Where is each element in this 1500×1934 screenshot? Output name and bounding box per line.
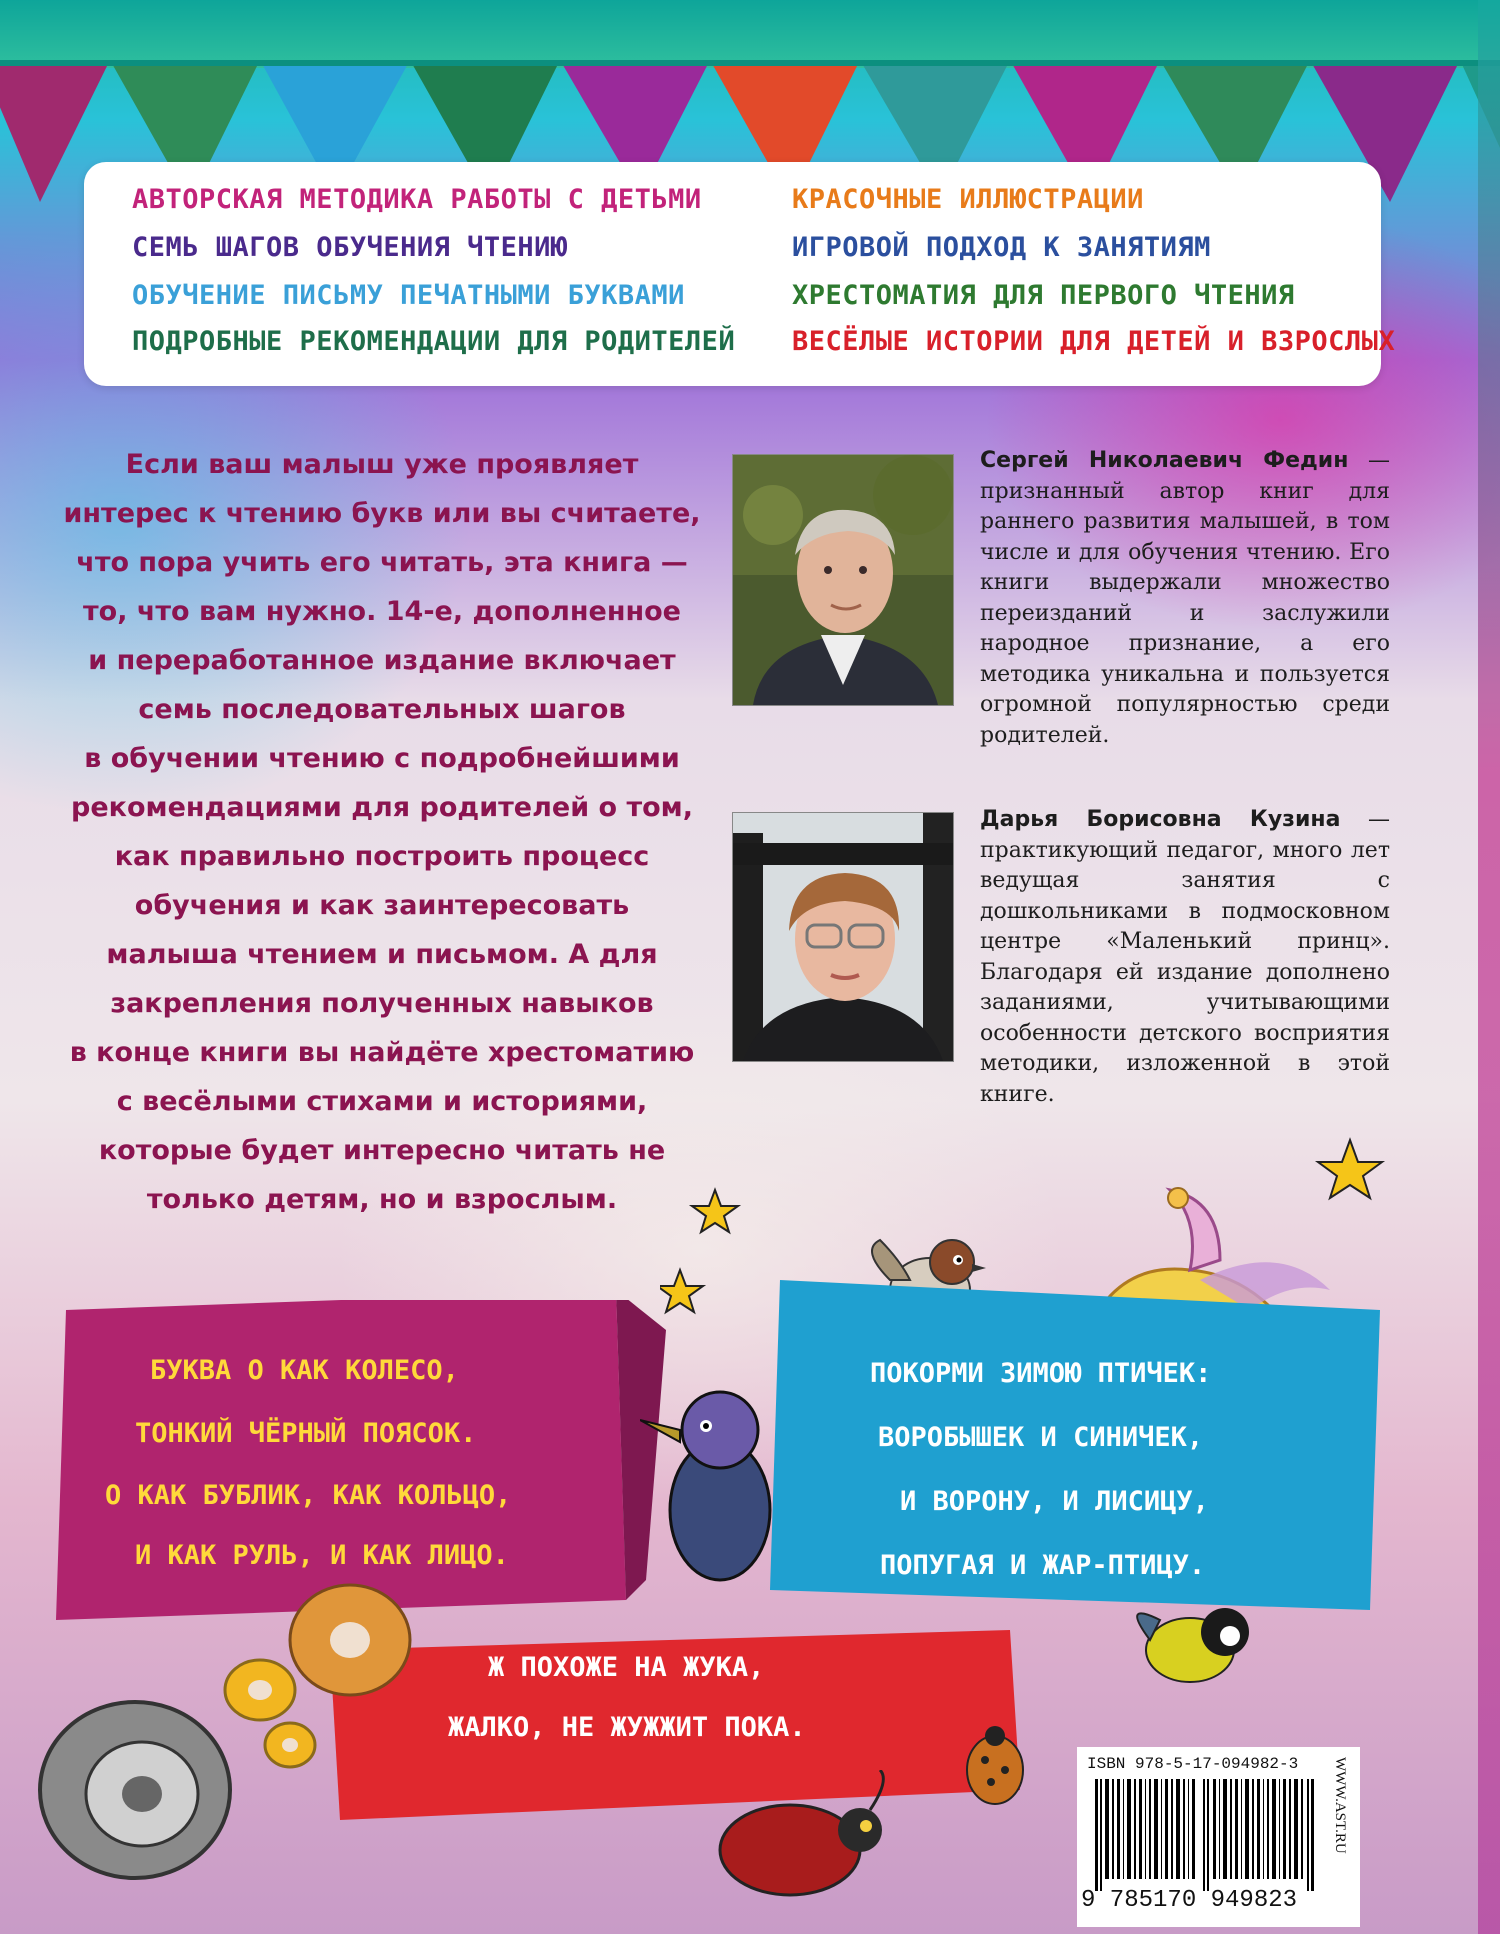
author-photo-kuzina bbox=[732, 812, 954, 1062]
main-text-line: обучения и как заинтересовать bbox=[134, 890, 630, 921]
banner-blue-line-3: И ВОРОНУ, И ЛИСИЦУ, bbox=[900, 1486, 1209, 1517]
feature-right-2: ИГРОВОЙ ПОДХОД К ЗАНЯТИЯМ bbox=[792, 232, 1211, 263]
main-text-line: интерес к чтению букв или вы считаете, bbox=[63, 498, 701, 529]
feature-right-3: ХРЕСТОМАТИЯ ДЛЯ ПЕРВОГО ЧТЕНИЯ bbox=[792, 280, 1295, 311]
bagel-illustration bbox=[220, 1580, 420, 1780]
bunting-rope bbox=[0, 60, 1500, 66]
author-bio-kuzina bbox=[980, 805, 1390, 1110]
tyre-illustration bbox=[30, 1690, 240, 1890]
feature-left-1: АВТОРСКАЯ МЕТОДИКА РАБОТЫ С ДЕТЬМИ bbox=[132, 184, 702, 215]
feature-right-4: ВЕСЁЛЫЕ ИСТОРИИ ДЛЯ ДЕТЕЙ И ВЗРОСЛЫХ bbox=[792, 326, 1396, 357]
banner-purple-line-4: И КАК РУЛЬ, И КАК ЛИЦО. bbox=[135, 1540, 509, 1571]
main-text-line: с весёлыми стихами и историями, bbox=[116, 1086, 648, 1117]
main-text-line: в обучении чтению с подробнейшими bbox=[84, 743, 680, 774]
banner-purple-line-3: О КАК БУБЛИК, КАК КОЛЬЦО, bbox=[105, 1480, 512, 1511]
banner-purple-line-2: ТОНКИЙ ЧЁРНЫЙ ПОЯСОК. bbox=[135, 1418, 477, 1449]
banner-red-line-2: ЖАЛКО, НЕ ЖУЖЖИТ ПОКА. bbox=[448, 1712, 806, 1743]
main-text-line: Если ваш малыш уже проявляет bbox=[125, 449, 639, 480]
main-text-line: которые будет интересно читать не bbox=[98, 1135, 666, 1166]
author-dash: — bbox=[1340, 807, 1391, 832]
feature-left-3: ОБУЧЕНИЕ ПИСЬМУ ПЕЧАТНЫМИ БУКВАМИ bbox=[132, 280, 685, 311]
author-bio-text: признанный автор книг для раннего развития малышей, в том числе и для обучения чтению. Его книги выдержали множество переизданий и заслужили народное признание, а его методика уникальна и пользуется огромной популярностью среди родителей. bbox=[980, 478, 1390, 748]
crow-illustration bbox=[640, 1370, 790, 1600]
main-text-line: рекомендациями для родителей о том, bbox=[71, 792, 693, 823]
main-text-line: семь последовательных шагов bbox=[138, 694, 626, 725]
main-text-line: закрепления полученных навыков bbox=[110, 988, 654, 1019]
banner-red-line-1: Ж ПОХОЖЕ НА ЖУКА, bbox=[488, 1652, 765, 1683]
author-bio-text: практикующий педагог, много лет ведущая занятия с дошкольниками в подмосковном центре «Маленький принц». Благодаря ей издание дополнено заданиями, учитывающими особенности детского восприятия методики, изложенной в этой книге. bbox=[980, 837, 1390, 1107]
feature-left-2: СЕМЬ ШАГОВ ОБУЧЕНИЯ ЧТЕНИЮ bbox=[132, 232, 568, 263]
banner-blue-line-1: ПОКОРМИ ЗИМОЮ ПТИЧЕК: bbox=[870, 1358, 1212, 1389]
author-dash: — bbox=[1348, 448, 1391, 473]
right-edge-strip bbox=[1478, 0, 1500, 1934]
feature-left-4: ПОДРОБНЫЕ РЕКОМЕНДАЦИИ ДЛЯ РОДИТЕЛЕЙ bbox=[132, 326, 736, 357]
barcode-digits: 9 785170 949823 bbox=[1081, 1887, 1298, 1914]
main-description bbox=[62, 440, 702, 1224]
author-name: Дарья Борисовна Кузина bbox=[980, 807, 1341, 832]
author-bio-fedin bbox=[980, 446, 1390, 751]
ladybug-illustration bbox=[955, 1720, 1035, 1810]
main-text-line: в конце книги вы найдёте хрестоматию bbox=[69, 1037, 695, 1068]
feature-right-1: КРАСОЧНЫЕ ИЛЛЮСТРАЦИИ bbox=[792, 184, 1144, 215]
isbn-box bbox=[1077, 1747, 1360, 1927]
main-text-line: что пора учить его читать, эта книга — bbox=[76, 547, 688, 578]
main-text-line: и переработанное издание включает bbox=[88, 645, 676, 676]
main-text-line: как правильно построить процесс bbox=[114, 841, 650, 872]
titmouse-illustration bbox=[1120, 1590, 1270, 1700]
isbn-label: ISBN 978-5-17-094982-3 bbox=[1087, 1755, 1299, 1773]
author-name: Сергей Николаевич Федин bbox=[980, 448, 1349, 473]
beetle-illustration bbox=[700, 1770, 900, 1910]
banner-blue-line-4: ПОПУГАЯ И ЖАР-ПТИЦУ. bbox=[880, 1550, 1206, 1581]
barcode bbox=[1095, 1779, 1325, 1891]
features-box bbox=[84, 162, 1396, 386]
author-photo-fedin bbox=[732, 454, 954, 706]
publisher-site: WWW.AST.RU bbox=[1332, 1757, 1348, 1854]
main-text-line: малыша чтением и письмом. А для bbox=[106, 939, 658, 970]
main-text-line: то, что вам нужно. 14-е, дополненное bbox=[83, 596, 681, 627]
banner-blue-line-2: ВОРОБЫШЕК И СИНИЧЕК, bbox=[878, 1422, 1204, 1453]
banner-purple-line-1: БУКВА О КАК КОЛЕСО, bbox=[150, 1355, 459, 1386]
main-text-line: только детям, но и взрослым. bbox=[146, 1184, 618, 1215]
